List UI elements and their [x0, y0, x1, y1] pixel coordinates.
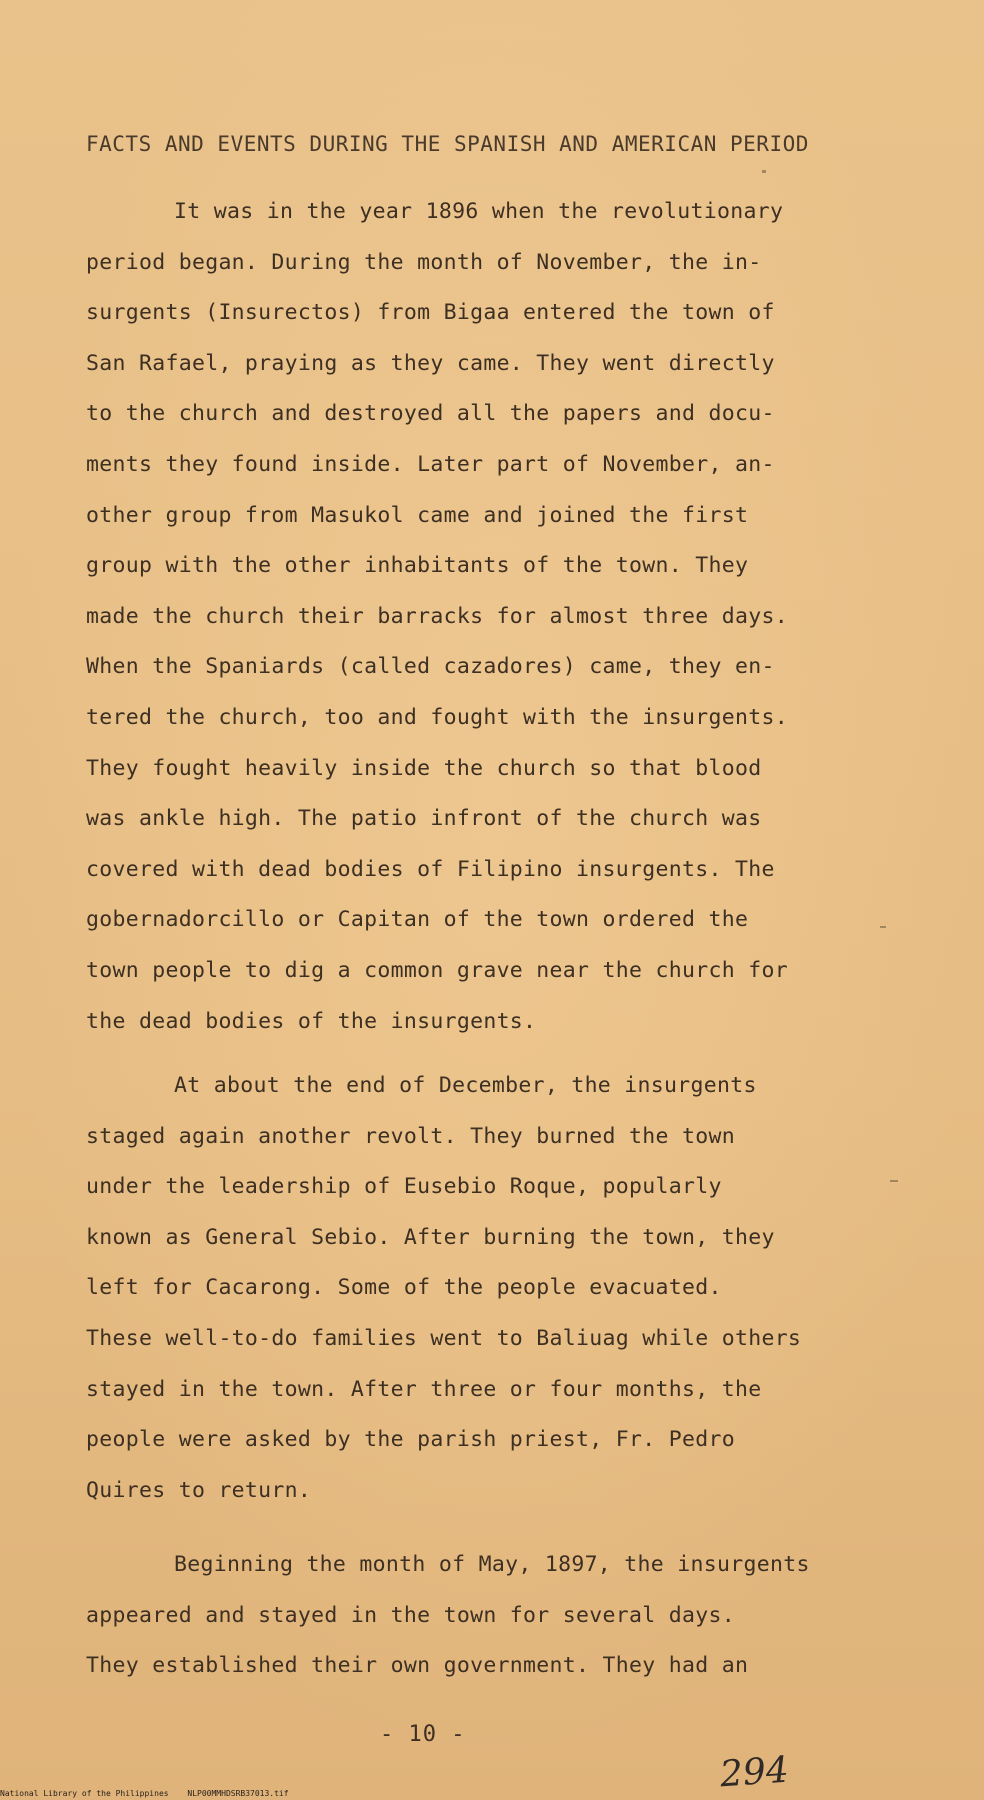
footer-filename: NLP00MMHDSRB37013.tif	[187, 1789, 289, 1798]
text-line: San Rafael, praying as they came. They went directly	[86, 350, 775, 376]
text-line: appeared and stayed in the town for several days.	[86, 1602, 735, 1628]
text-line: Beginning the month of May, 1897, the insurgents	[174, 1552, 810, 1577]
paragraph-2	[86, 1061, 926, 1516]
paragraph-1	[86, 187, 926, 1047]
text-line: These well-to-do families went to Baliuag while others	[86, 1325, 802, 1351]
text-line: group with the other inhabitants of the town. They	[86, 553, 749, 579]
scan-footer	[0, 1789, 289, 1798]
text-line: covered with dead bodies of Filipino insurgents. The	[86, 856, 775, 882]
text-line: people were asked by the parish priest, Fr. Pedro	[86, 1427, 735, 1453]
page-number: - 10 -	[380, 1722, 466, 1747]
paragraph-3	[86, 1540, 926, 1692]
text-line: staged again another revolt. They burned the town	[86, 1123, 735, 1149]
text-line: other group from Masukol came and joined the first	[86, 502, 749, 528]
text-line: period began. During the month of November, the in-	[86, 249, 762, 275]
text-line: town people to dig a common grave near the church for	[86, 957, 788, 983]
text-line: was ankle high. The patio infront of the church was	[86, 806, 762, 832]
stray-mark	[890, 1180, 898, 1182]
text-line: gobernadorcillo or Capitan of the town ordered the	[86, 907, 749, 933]
text-line: left for Cacarong. Some of the people evacuated.	[86, 1275, 722, 1301]
text-line: surgents (Insurectos) from Bigaa entered the town of	[86, 300, 775, 326]
footer-library: National Library of the Philippines	[0, 1789, 169, 1798]
text-line: ments they found inside. Later part of November, an-	[86, 451, 775, 477]
text-line: It was in the year 1896 when the revolutionary	[174, 199, 784, 224]
text-line: tered the church, too and fought with the insurgents.	[86, 704, 788, 730]
text-line: to the church and destroyed all the papers and docu-	[86, 401, 775, 427]
page-title: FACTS AND EVENTS DURING THE SPANISH AND AMERICAN PERIOD	[86, 132, 809, 156]
text-line: They established their own government. They had an	[86, 1653, 749, 1679]
text-line: When the Spaniards (called cazadores) came, they en-	[86, 654, 775, 680]
handwritten-folio-number: 294	[718, 1749, 791, 1796]
text-line: Quires to return.	[86, 1477, 312, 1503]
stray-mark	[762, 170, 766, 173]
text-line: made the church their barracks for almost three days.	[86, 603, 788, 629]
text-line: stayed in the town. After three or four months, the	[86, 1376, 762, 1402]
text-line: At about the end of December, the insurgents	[174, 1073, 757, 1098]
text-line: the dead bodies of the insurgents.	[86, 1008, 537, 1034]
text-line: known as General Sebio. After burning the town, they	[86, 1224, 775, 1250]
text-line: They fought heavily inside the church so that blood	[86, 755, 762, 781]
text-line: under the leadership of Eusebio Roque, popularly	[86, 1174, 722, 1200]
stray-mark	[880, 926, 886, 928]
